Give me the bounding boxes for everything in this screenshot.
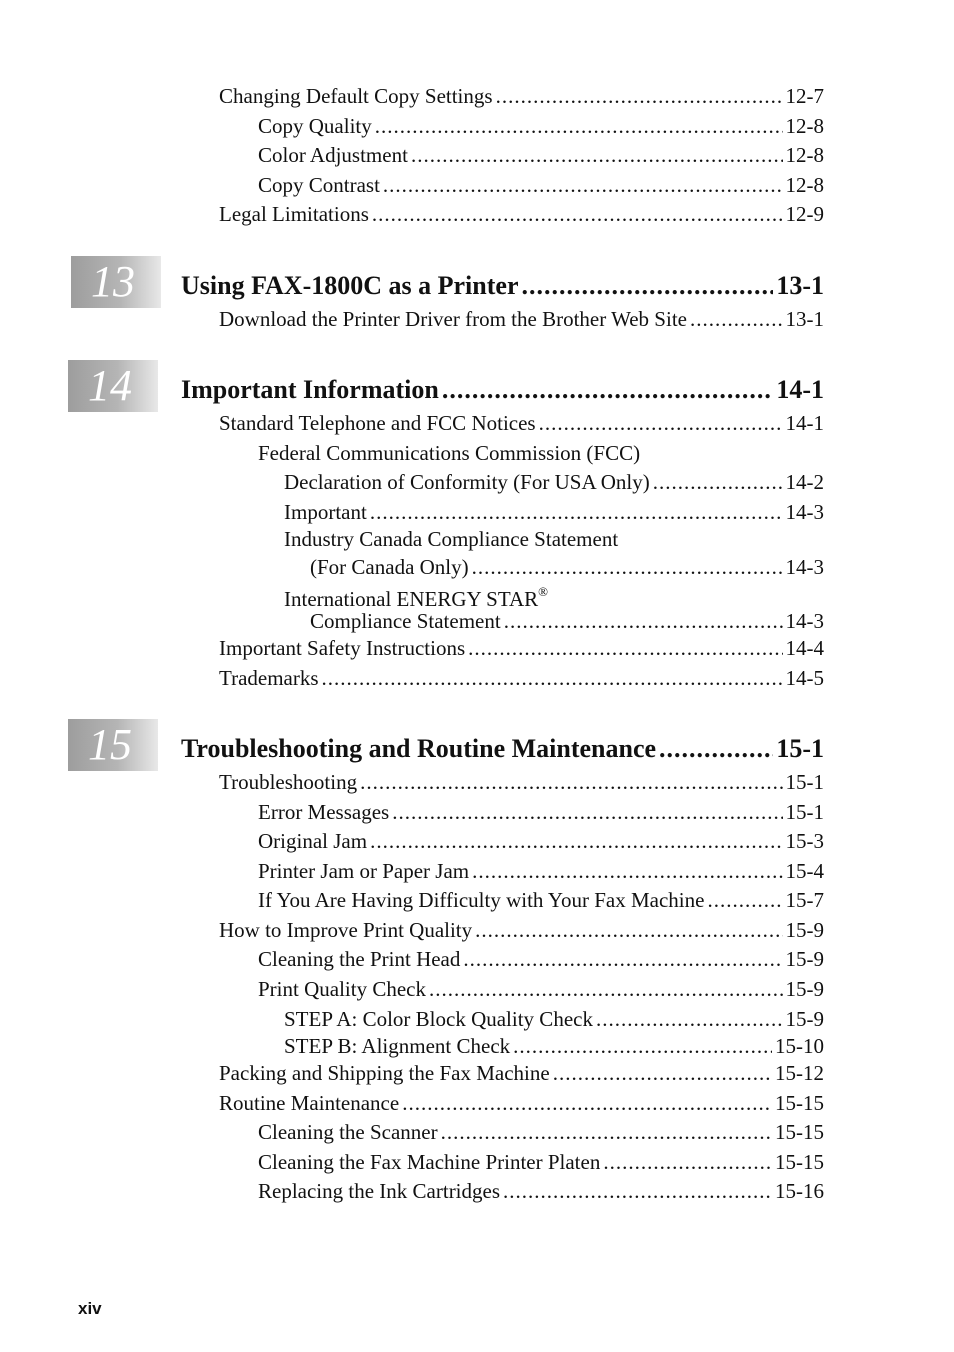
toc-entry-page: 12-8 (785, 143, 824, 167)
toc-entry-label: Original Jam (258, 829, 368, 853)
dot-leader (392, 799, 782, 825)
dot-leader (553, 1060, 772, 1086)
toc-entry-page: 15-10 (775, 1034, 824, 1058)
toc-entry-page: 15-1 (785, 770, 824, 794)
toc-entry[interactable] (310, 554, 824, 580)
toc-entry-page: 15-9 (785, 1007, 824, 1031)
toc-entry[interactable] (284, 499, 824, 525)
toc-entry[interactable] (258, 887, 824, 913)
dot-leader (322, 665, 783, 691)
toc-entry[interactable] (258, 1119, 824, 1145)
toc-entry[interactable] (219, 306, 824, 332)
toc-entry-label: Important (284, 500, 367, 524)
chapter-15-heading[interactable] (181, 733, 824, 765)
chapter-title: Using FAX-1800C as a Printer (181, 271, 519, 300)
toc-entry-label: Troubleshooting (219, 770, 358, 794)
toc-entry-label: Legal Limitations (219, 202, 369, 226)
dot-leader (370, 499, 783, 525)
toc-entry-label: Important Safety Instructions (219, 636, 466, 660)
dot-leader (463, 946, 782, 972)
dot-leader (472, 554, 783, 580)
toc-entry-label: How to Improve Print Quality (219, 918, 473, 942)
toc-entry-label: Industry Canada Compliance Statement (284, 527, 619, 551)
toc-entry[interactable] (219, 1090, 824, 1116)
dot-leader (596, 1006, 783, 1032)
dot-leader (513, 1033, 772, 1059)
toc-entry-page: 14-1 (785, 411, 824, 435)
toc-entry-page: 15-9 (785, 918, 824, 942)
toc-entry-label: Compliance Statement (310, 609, 501, 633)
page-number: xiv (78, 1299, 102, 1318)
toc-entry-label: Download the Printer Driver from the Brother Web Site (219, 307, 687, 331)
chapter-page: 15-1 (776, 734, 824, 763)
dot-leader (475, 917, 782, 943)
toc-entry[interactable] (258, 828, 824, 854)
dot-leader (659, 733, 773, 765)
toc-entry[interactable] (284, 1033, 824, 1059)
toc-entry-label: Packing and Shipping the Fax Machine (219, 1061, 550, 1085)
chapter-15-tab: 15 (68, 719, 158, 771)
chapter-title: Important Information (181, 375, 439, 404)
toc-entry-label: Federal Communications Commission (FCC) (258, 441, 641, 465)
dot-leader (539, 410, 783, 436)
toc-entry-page: 15-15 (775, 1120, 824, 1144)
toc-entry-label: STEP A: Color Block Quality Check (284, 1007, 593, 1031)
toc-entry[interactable] (284, 1006, 824, 1032)
chapter-14-heading[interactable] (181, 374, 824, 406)
toc-entry-page: 14-2 (785, 470, 824, 494)
toc-entry-label: Copy Quality (258, 114, 372, 138)
toc-entry-page: 14-3 (785, 500, 824, 524)
dot-leader (372, 201, 783, 227)
dot-leader (521, 270, 773, 302)
toc-entry-label: Trademarks (219, 666, 319, 690)
dot-leader (383, 172, 783, 198)
chapter-13-tab: 13 (71, 256, 161, 308)
toc-entry-page: 15-9 (785, 947, 824, 971)
dot-leader (429, 976, 783, 1002)
toc-entry-label: Printer Jam or Paper Jam (258, 859, 470, 883)
toc-entry[interactable] (258, 142, 824, 168)
toc-entry-label: Cleaning the Scanner (258, 1120, 438, 1144)
dot-leader (468, 635, 782, 661)
toc-entry[interactable] (258, 976, 824, 1002)
toc-entry-label: Routine Maintenance (219, 1091, 400, 1115)
toc-entry[interactable] (219, 635, 824, 661)
toc-entry-page: 15-16 (775, 1179, 824, 1203)
dot-leader (496, 83, 783, 109)
toc-entry[interactable] (258, 1178, 824, 1204)
toc-entry[interactable] (310, 608, 824, 634)
toc-entry[interactable] (258, 1149, 824, 1175)
toc-entry-label: If You Are Having Difficulty with Your Fax Machine (258, 888, 705, 912)
toc-entry[interactable] (284, 469, 824, 495)
toc-entry[interactable] (258, 172, 824, 198)
dot-leader (472, 858, 782, 884)
toc-entry[interactable] (219, 410, 824, 436)
toc-entry-label: Color Adjustment (258, 143, 408, 167)
dot-leader (504, 608, 783, 634)
toc-entry-page: 14-3 (785, 609, 824, 633)
chapter-13-heading[interactable] (181, 270, 824, 302)
toc-entry[interactable] (258, 946, 824, 972)
toc-entry[interactable] (219, 83, 824, 109)
toc-entry-page: 15-12 (775, 1061, 824, 1085)
toc-entry-page: 15-1 (785, 800, 824, 824)
dot-leader (603, 1149, 772, 1175)
toc-entry[interactable] (219, 769, 824, 795)
toc-entry-text: International ENERGY STAR (284, 587, 539, 611)
toc-entry-page: 14-3 (785, 555, 824, 579)
toc-entry-label: (For Canada Only) (310, 555, 469, 579)
toc-entry-page: 15-15 (775, 1091, 824, 1115)
dot-leader (442, 374, 773, 406)
dot-leader (360, 769, 782, 795)
toc-entry-label: Changing Default Copy Settings (219, 84, 493, 108)
dot-leader (441, 1119, 772, 1145)
toc-entry-page: 12-8 (785, 114, 824, 138)
toc-entry[interactable] (258, 113, 824, 139)
toc-entry[interactable] (219, 1060, 824, 1086)
toc-entry-label: Replacing the Ink Cartridges (258, 1179, 501, 1203)
toc-entry-label: Standard Telephone and FCC Notices (219, 411, 536, 435)
toc-entry[interactable] (258, 858, 824, 884)
dot-leader (370, 828, 782, 854)
toc-entry-page: 13-1 (785, 307, 824, 331)
toc-entry[interactable] (258, 799, 824, 825)
toc-entry-page: 15-9 (785, 977, 824, 1001)
toc-entry[interactable] (219, 665, 824, 691)
toc-entry-page: 14-4 (785, 636, 824, 660)
chapter-title: Troubleshooting and Routine Maintenance (181, 734, 657, 763)
toc-entry-page: 15-15 (775, 1150, 824, 1174)
dot-leader (653, 469, 783, 495)
toc-entry-label: STEP B: Alignment Check (284, 1034, 511, 1058)
toc-entry[interactable] (219, 201, 824, 227)
toc-entry-page: 15-7 (785, 888, 824, 912)
toc-entry[interactable] (219, 917, 824, 943)
dot-leader (402, 1090, 772, 1116)
chapter-page: 13-1 (776, 271, 824, 300)
toc-entry-label: Print Quality Check (258, 977, 426, 1001)
toc-entry-label: Cleaning the Fax Machine Printer Platen (258, 1150, 601, 1174)
dot-leader (375, 113, 783, 139)
toc-entry-page: 14-5 (785, 666, 824, 690)
dot-leader (503, 1178, 772, 1204)
dot-leader (707, 887, 782, 913)
toc-entry-page: 12-9 (785, 202, 824, 226)
registered-mark: ® (538, 584, 549, 599)
dot-leader (690, 306, 783, 332)
toc-entry-page: 12-7 (785, 84, 824, 108)
toc-entry-page: 15-4 (785, 859, 824, 883)
toc-entry-page: 12-8 (785, 173, 824, 197)
dot-leader (411, 142, 783, 168)
toc-entry-label: Error Messages (258, 800, 390, 824)
chapter-14-tab: 14 (68, 360, 158, 412)
toc-entry-label: Cleaning the Print Head (258, 947, 461, 971)
toc-entry-page: 15-3 (785, 829, 824, 853)
toc-entry-label: Copy Contrast (258, 173, 380, 197)
chapter-page: 14-1 (776, 375, 824, 404)
toc-entry-label: Declaration of Conformity (For USA Only) (284, 470, 650, 494)
